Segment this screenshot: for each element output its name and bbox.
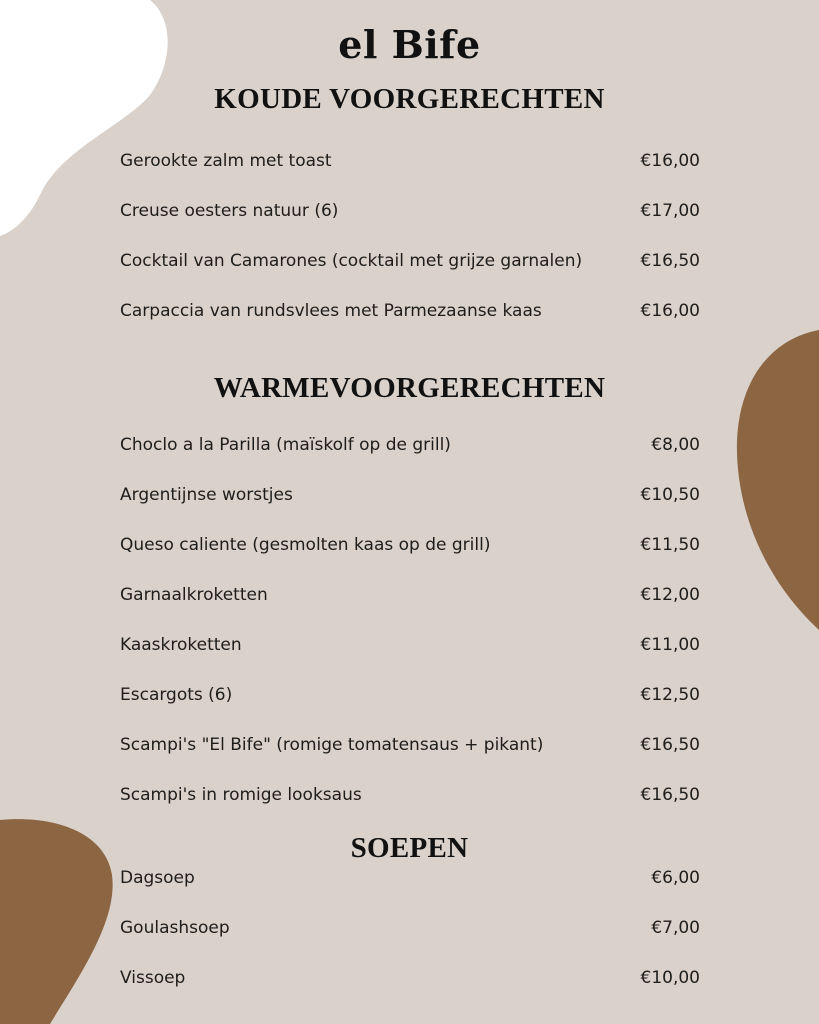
section-title-soepen: SOEPEN bbox=[350, 832, 469, 864]
item-name: Argentijnse worstjes bbox=[120, 485, 293, 505]
item-price: €16,50 bbox=[640, 785, 700, 805]
item-price: €11,50 bbox=[640, 535, 700, 555]
item-price: €12,50 bbox=[640, 685, 700, 705]
menu-item bbox=[120, 299, 700, 323]
item-price: €8,00 bbox=[651, 435, 700, 455]
menu-item bbox=[120, 916, 700, 940]
item-name: Scampi's in romige looksaus bbox=[120, 785, 362, 805]
menu-item bbox=[120, 533, 700, 557]
item-price: €10,00 bbox=[640, 968, 700, 988]
item-price: €17,00 bbox=[640, 201, 700, 221]
section-title-koude-voorgerechten: KOUDE VOORGERECHTEN bbox=[214, 83, 605, 115]
item-name: Goulashsoep bbox=[120, 918, 230, 938]
item-price: €16,00 bbox=[640, 151, 700, 171]
item-name: Creuse oesters natuur (6) bbox=[120, 201, 339, 221]
menu-item bbox=[120, 633, 700, 657]
item-name: Choclo a la Parilla (maïskolf op de grill) bbox=[120, 435, 451, 455]
menu-item bbox=[120, 149, 700, 173]
item-price: €7,00 bbox=[651, 918, 700, 938]
item-name: Garnaalkroketten bbox=[120, 585, 268, 605]
item-name: Queso caliente (gesmolten kaas op de grill) bbox=[120, 535, 491, 555]
item-name: Scampi's "El Bife" (romige tomatensaus + pikant) bbox=[120, 735, 544, 755]
menu-item bbox=[120, 483, 700, 507]
menu-item bbox=[120, 783, 700, 807]
item-name: Cocktail van Camarones (cocktail met grijze garnalen) bbox=[120, 251, 583, 271]
menu-item bbox=[120, 583, 700, 607]
item-name: Escargots (6) bbox=[120, 685, 233, 705]
item-price: €10,50 bbox=[640, 485, 700, 505]
item-price: €16,50 bbox=[640, 735, 700, 755]
item-name: Vissoep bbox=[120, 968, 186, 988]
item-price: €11,00 bbox=[640, 635, 700, 655]
item-name: Carpaccia van rundsvlees met Parmezaanse kaas bbox=[120, 301, 542, 321]
item-price: €12,00 bbox=[640, 585, 700, 605]
section-title-warme-voorgerechten: WARMEVOORGERECHTEN bbox=[213, 372, 606, 404]
menu-item bbox=[120, 866, 700, 890]
brand-logo: el Bife bbox=[338, 22, 481, 67]
menu-item bbox=[120, 249, 700, 273]
item-price: €6,00 bbox=[651, 868, 700, 888]
item-price: €16,50 bbox=[640, 251, 700, 271]
menu-item bbox=[120, 966, 700, 990]
menu-item bbox=[120, 433, 700, 457]
item-name: Kaaskroketten bbox=[120, 635, 242, 655]
menu-item bbox=[120, 683, 700, 707]
menu-item bbox=[120, 199, 700, 223]
item-name: Dagsoep bbox=[120, 868, 195, 888]
item-name: Gerookte zalm met toast bbox=[120, 151, 332, 171]
item-price: €16,00 bbox=[640, 301, 700, 321]
menu-item bbox=[120, 733, 700, 757]
